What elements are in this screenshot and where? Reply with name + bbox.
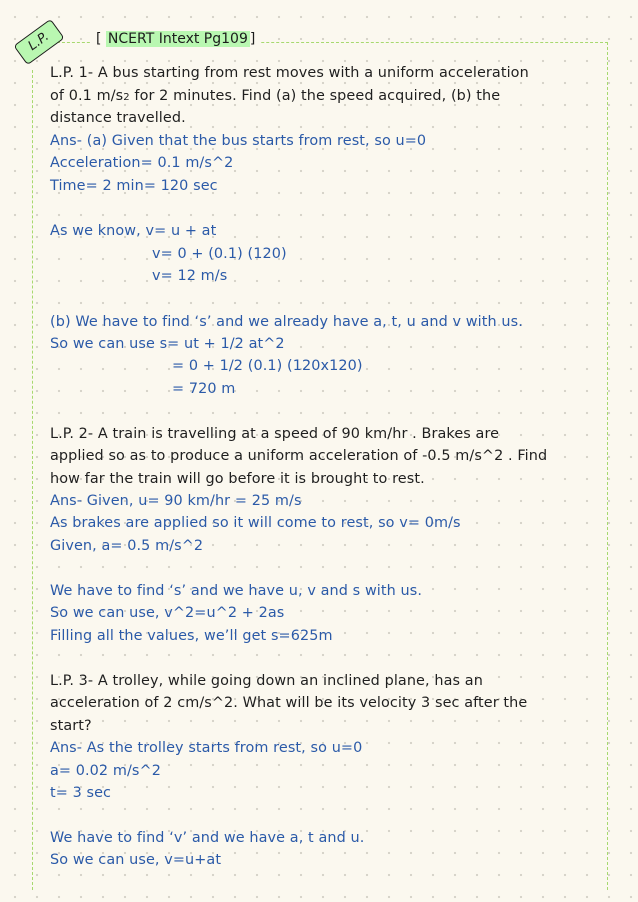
lp3-answer-line-3: t= 3 sec	[50, 785, 112, 801]
lp1-part-b-line-1: (b) We have to find ‘s’ and we already have a, t, u and v with us.	[50, 314, 523, 330]
lp1-answer-line-5: v= 0 + (0.1) (120)	[152, 246, 287, 262]
header-open-bracket: [	[96, 31, 106, 47]
lp-tag-label: L.P.	[13, 19, 64, 65]
lp1-question-line-1: L.P. 1- A bus starting from rest moves with a uniform acceleration	[50, 65, 529, 81]
lp3-question-line-1: L.P. 3- A trolley, while going down an inclined plane, has an	[50, 673, 483, 689]
lp1-answer-line-1: Ans- (a) Given that the bus starts from rest, so u=0	[50, 133, 427, 149]
lp2-answer-line-3: Given, a= 0.5 m/s^2	[50, 538, 204, 554]
lp2-question-line-3: how far the train will go before it is brought to rest.	[50, 471, 425, 487]
lp1-answer-line-4: As we know, v= u + at	[50, 223, 217, 239]
lp1-question-line-2	[50, 88, 500, 104]
lp1-answer-line-2: Acceleration= 0.1 m/s^2	[50, 155, 234, 171]
lp1-question-line-2a: of 0.1 m/s	[50, 88, 124, 104]
lp3-answer-line-1: Ans- As the trolley starts from rest, so u=0	[50, 740, 363, 756]
lp1-part-b-line-2: So we can use s= ut + 1/2 at^2	[50, 336, 285, 352]
lp1-part-b-line-3: = 0 + 1/2 (0.1) (120x120)	[172, 358, 363, 374]
lp2-answer-line-4: We have to find ‘s’ and we have u, v and s with us.	[50, 583, 423, 599]
lp1-answer-line-6: v= 12 m/s	[152, 268, 228, 284]
lp3-answer-line-4: We have to find ‘v’ and we have a, t and u.	[50, 830, 365, 846]
lp2-question-line-1: L.P. 2- A train is travelling at a speed of 90 km/hr . Brakes are	[50, 426, 500, 442]
lp2-answer-line-2: As brakes are applied so it will come to rest, so v= 0m/s	[50, 515, 461, 531]
header-close-bracket: ]	[249, 31, 256, 47]
lp3-question-line-2: acceleration of 2 cm/s^2. What will be its velocity 3 sec after the	[50, 695, 528, 711]
lp1-question-line-2b: for 2 minutes. Find (a) the speed acquired, (b) the	[129, 88, 501, 104]
lp3-answer-line-2: a= 0.02 m/s^2	[50, 763, 161, 779]
lp3-question-line-3: start?	[50, 718, 92, 734]
left-dashed-border	[32, 70, 33, 890]
lp3-answer-line-5: So we can use, v=u+at	[50, 852, 222, 868]
lp2-answer-line-1: Ans- Given, u= 90 km/hr = 25 m/s	[50, 493, 302, 509]
lp2-question-line-2: applied so as to produce a uniform acceleration of -0.5 m/s^2 . Find	[50, 448, 548, 464]
lp2-answer-line-5: So we can use, v^2=u^2 + 2as	[50, 605, 285, 621]
lp1-part-b-line-4: = 720 m	[172, 381, 236, 397]
page-header	[90, 31, 261, 53]
lp2-answer-line-6: Filling all the values, we’ll get s=625m	[50, 628, 333, 644]
header-title: NCERT Intext Pg109	[107, 31, 248, 47]
right-dashed-border	[607, 42, 608, 890]
lp1-question-line-3: distance travelled.	[50, 110, 186, 126]
lp1-subscript: 2	[123, 92, 130, 103]
lp1-answer-line-3: Time= 2 min= 120 sec	[50, 178, 218, 194]
